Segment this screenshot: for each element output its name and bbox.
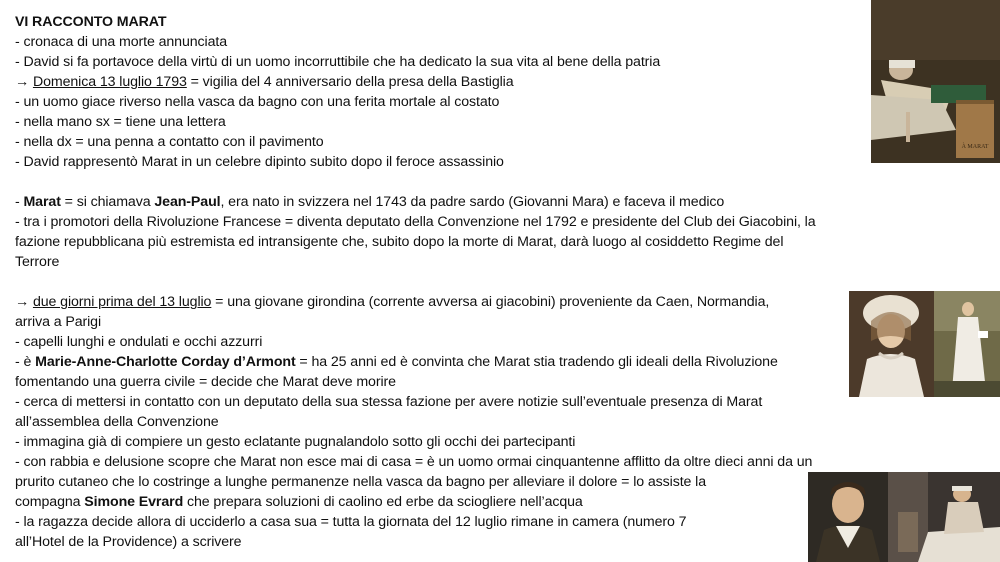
text-line: fomentando una guerra civile = decide che Marat deve morire <box>15 374 396 390</box>
text-fragment: compagna <box>15 494 85 510</box>
marat-in-bath-painting <box>888 472 1000 562</box>
text-line: fazione repubblicana più estremista ed intransigente che, subito dopo la morte di Marat, darà luogo al cosiddetto Regime del <box>15 234 784 250</box>
text-line <box>15 72 514 92</box>
text-line: - nella mano sx = tiene una lettera <box>15 114 226 130</box>
text-line: - David rappresentò Marat in un celebre dipinto subito dopo il feroce assassinio <box>15 154 504 170</box>
bold-marat: Marat <box>23 194 61 210</box>
text-line: all’Hotel de la Providence) a scrivere <box>15 534 242 550</box>
text-line: - capelli lunghi e ondulati e occhi azzurri <box>15 334 263 350</box>
text-line <box>15 352 778 372</box>
death-of-marat-painting <box>871 0 1000 163</box>
bold-corday-name: Marie-Anne-Charlotte Corday d’Armont <box>35 354 296 370</box>
bold-jean-paul: Jean-Paul <box>154 194 221 210</box>
corday-portrait-painting <box>849 291 934 397</box>
text-fragment: che prepara soluzioni di caolino ed erbe da sciogliere nell’acqua <box>183 494 583 510</box>
text-line: arriva a Parigi <box>15 314 102 330</box>
text-line: - la ragazza decide allora di ucciderlo a casa sua = tutta la giornata del 12 luglio rimane in camera (numero 7 <box>15 514 687 530</box>
text-line <box>15 292 769 312</box>
marat-portrait-painting <box>808 472 888 562</box>
text-line: - nella dx = una penna a contatto con il pavimento <box>15 134 324 150</box>
text-fragment: = si chiamava <box>60 194 155 210</box>
text-line <box>15 192 724 212</box>
text-line: prurito cutaneo che lo costringe a lunghe permanenze nella vasca da bagno per alleviare il dolore = lo assiste la <box>15 474 707 490</box>
text-line: - un uomo giace riverso nella vasca da bagno con una ferita mortale al costato <box>15 94 500 110</box>
text-line <box>15 492 583 512</box>
underlined-phrase: due giorni prima del 13 luglio <box>32 294 212 310</box>
text-line: - tra i promotori della Rivoluzione Francese = diventa deputato della Convenzione nel 1792 e presidente del Club dei Giacobini, la <box>15 214 816 230</box>
text-fragment: - <box>15 194 24 210</box>
text-line: - con rabbia e delusione scopre che Marat non esce mai di casa = è un uomo ormai cinquantenne afflitto da oltre dieci anni da un <box>15 454 813 470</box>
corday-full-figure-painting <box>934 291 1000 397</box>
text-fragment: , era nato in svizzera nel 1743 da padre sardo (Giovanni Mara) e faceva il medico <box>220 194 725 210</box>
text-line: Terrore <box>15 254 60 270</box>
slide-title: VI RACCONTO MARAT <box>15 14 167 30</box>
date-underlined: Domenica 13 luglio 1793 <box>32 74 187 90</box>
text-line: - cronaca di una morte annunciata <box>15 34 228 50</box>
text-line: - immagina già di compiere un gesto eclatante pugnalandolo sotto gli occhi dei partecipanti <box>15 434 576 450</box>
arrow-icon: → <box>15 294 33 310</box>
text-fragment: = una giovane girondina (corrente avversa ai giacobini) proveniente da Caen, Normandia, <box>211 294 770 310</box>
text-line: all’assemblea della Convenzione <box>15 414 219 430</box>
arrow-icon: → <box>15 74 33 90</box>
text-fragment: - è <box>15 354 36 370</box>
text-fragment: = ha 25 anni ed è convinta che Marat stia tradendo gli ideali della Rivoluzione <box>295 354 778 370</box>
text-line: - David si fa portavoce della virtù di un uomo incorruttibile che ha dedicato la sua vita al bene della patria <box>15 54 661 70</box>
bold-simone-evrard: Simone Evrard <box>84 494 184 510</box>
text-fragment: = vigilia del 4 anniversario della presa della Bastiglia <box>186 74 514 90</box>
text-line: - cerca di mettersi in contatto con un deputato della sua stessa fazione per avere notizie sull’eventuale presenza di Marat <box>15 394 763 410</box>
svg-text:À MARAT: À MARAT <box>961 144 989 150</box>
